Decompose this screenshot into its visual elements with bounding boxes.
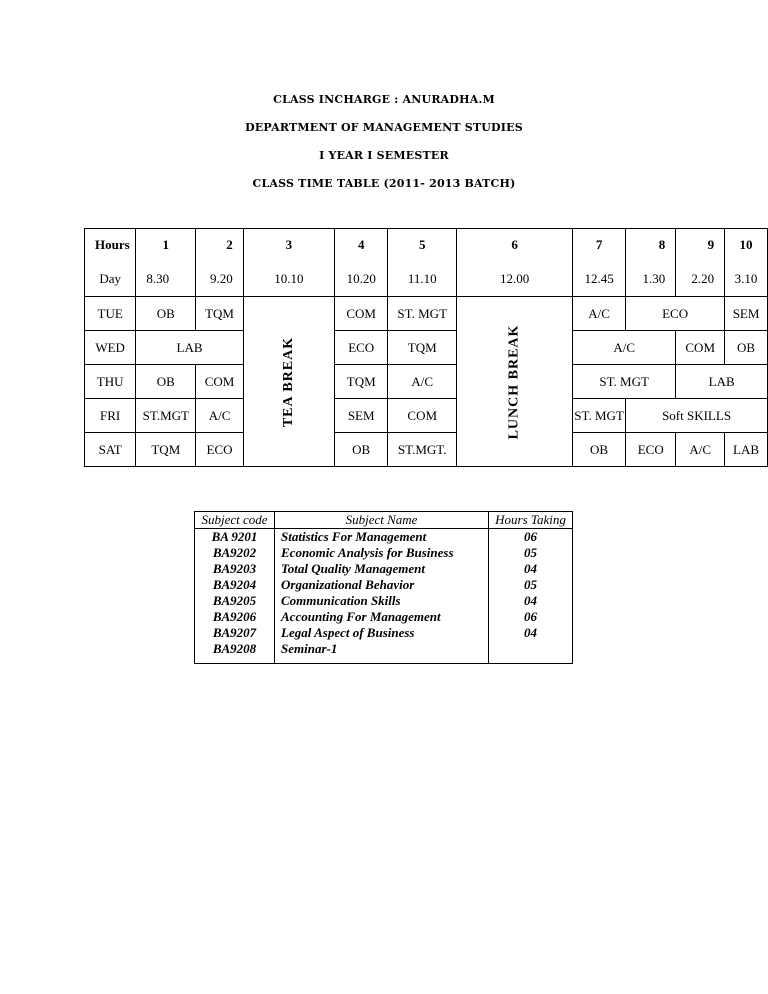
subject-name-header: Subject Name [275, 512, 489, 529]
period-1: OB [136, 365, 196, 399]
subject-row [195, 577, 573, 593]
time-8: 1.30 [626, 261, 676, 297]
subject-name: Statistics For Management [275, 529, 489, 546]
hour-8: 8 [626, 229, 676, 262]
hour-6: 6 [457, 229, 573, 262]
time-10: 3.10 [725, 261, 768, 297]
period-7: ST. MGT [573, 399, 626, 433]
period-7-8: A/C [573, 331, 676, 365]
subject-name: Economic Analysis for Business [275, 545, 489, 561]
hour-1: 1 [136, 229, 196, 262]
subject-header-row [195, 512, 573, 529]
times-row [85, 261, 768, 297]
time-1: 8.30 [136, 261, 196, 297]
period-10: OB [725, 331, 768, 365]
row-wed [85, 331, 768, 365]
subject-name: Total Quality Management [275, 561, 489, 577]
period-1: ST.MGT [136, 399, 196, 433]
period-2: COM [196, 365, 243, 399]
period-7: A/C [573, 297, 626, 331]
period-5: TQM [388, 331, 457, 365]
period-10: LAB [725, 433, 768, 467]
day-name: TUE [85, 297, 136, 331]
period-5: COM [388, 399, 457, 433]
period-2: ECO [196, 433, 243, 467]
hours-label: Hours [85, 229, 136, 262]
subject-row [195, 641, 573, 664]
period-7-8: ST. MGT [573, 365, 676, 399]
subject-name: Communication Skills [275, 593, 489, 609]
subject-name: Legal Aspect of Business [275, 625, 489, 641]
class-incharge: CLASS INCHARGE : ANURADHA.M [273, 93, 495, 106]
hour-3: 3 [243, 229, 334, 262]
subject-row [195, 593, 573, 609]
subject-row [195, 545, 573, 561]
day-name: THU [85, 365, 136, 399]
row-tue [85, 297, 768, 331]
period-8: ECO [626, 433, 676, 467]
subject-code: BA 9201 [195, 529, 275, 546]
subject-row [195, 609, 573, 625]
subject-code: BA9203 [195, 561, 275, 577]
subject-name: Organizational Behavior [275, 577, 489, 593]
period-1-2: LAB [136, 331, 243, 365]
period-5: A/C [388, 365, 457, 399]
subject-hours [489, 641, 573, 664]
subject-hours: 04 [489, 561, 573, 577]
period-4: TQM [335, 365, 388, 399]
class-timetable [84, 228, 768, 467]
time-3: 10.10 [243, 261, 334, 297]
subject-hours: 04 [489, 625, 573, 641]
period-1: OB [136, 297, 196, 331]
subject-row [195, 561, 573, 577]
subject-hours: 06 [489, 609, 573, 625]
subject-code: BA9207 [195, 625, 275, 641]
hour-9: 9 [676, 229, 725, 262]
day-name: SAT [85, 433, 136, 467]
hour-5: 5 [388, 229, 457, 262]
subject-hours: 04 [489, 593, 573, 609]
subject-code: BA9208 [195, 641, 275, 664]
period-9-10: LAB [676, 365, 768, 399]
subject-row [195, 625, 573, 641]
day-label: Day [85, 261, 136, 297]
period-9: A/C [676, 433, 725, 467]
time-7: 12.45 [573, 261, 626, 297]
lunch-break [457, 297, 573, 467]
tea-break [243, 297, 334, 467]
subject-hours: 06 [489, 529, 573, 546]
row-thu [85, 365, 768, 399]
period-5: ST. MGT [388, 297, 457, 331]
period-2: TQM [196, 297, 243, 331]
tea-break-label: TEA BREAK [280, 336, 296, 427]
time-4: 10.20 [335, 261, 388, 297]
subject-code: BA9205 [195, 593, 275, 609]
period-4: ECO [335, 331, 388, 365]
period-2: A/C [196, 399, 243, 433]
subject-name: Seminar-1 [275, 641, 489, 664]
timetable-title: CLASS TIME TABLE (2011- 2013 BATCH) [252, 177, 516, 190]
lunch-break-label: LUNCH BREAK [506, 324, 522, 439]
period-8-9: ECO [626, 297, 725, 331]
hours-taking-header: Hours Taking [489, 512, 573, 529]
row-fri [85, 399, 768, 433]
period-8-10: Soft SKILLS [626, 399, 768, 433]
subject-hours: 05 [489, 545, 573, 561]
subject-code: BA9204 [195, 577, 275, 593]
time-2: 9.20 [196, 261, 243, 297]
period-1: TQM [136, 433, 196, 467]
year-semester: I YEAR I SEMESTER [319, 149, 449, 162]
hour-7: 7 [573, 229, 626, 262]
hour-2: 2 [196, 229, 243, 262]
subject-code: BA9206 [195, 609, 275, 625]
hour-10: 10 [725, 229, 768, 262]
hours-row [85, 229, 768, 262]
period-4: SEM [335, 399, 388, 433]
subject-table [194, 511, 573, 664]
period-5: ST.MGT. [388, 433, 457, 467]
day-name: FRI [85, 399, 136, 433]
subject-hours: 05 [489, 577, 573, 593]
period-4: OB [335, 433, 388, 467]
subject-code-header: Subject code [195, 512, 275, 529]
hour-4: 4 [335, 229, 388, 262]
period-9: COM [676, 331, 725, 365]
row-sat [85, 433, 768, 467]
subject-name: Accounting For Management [275, 609, 489, 625]
time-5: 11.10 [388, 261, 457, 297]
period-4: COM [335, 297, 388, 331]
period-10: SEM [725, 297, 768, 331]
department-title: DEPARTMENT OF MANAGEMENT STUDIES [245, 121, 523, 134]
time-9: 2.20 [676, 261, 725, 297]
subject-row [195, 529, 573, 546]
period-7: OB [573, 433, 626, 467]
time-6: 12.00 [457, 261, 573, 297]
day-name: WED [85, 331, 136, 365]
subject-code: BA9202 [195, 545, 275, 561]
